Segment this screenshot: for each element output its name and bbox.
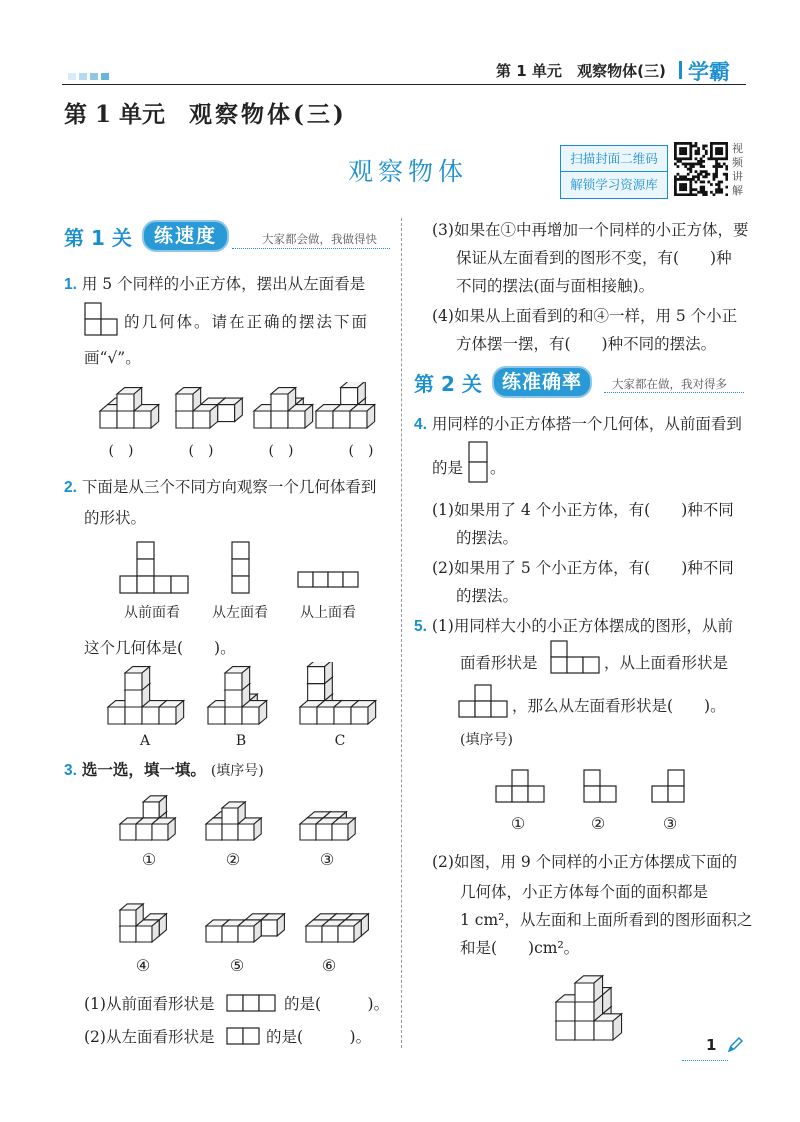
q2-view-label: 从前面看: [124, 605, 180, 621]
brand-logo: 学霸: [688, 60, 730, 84]
q1-answer-blank[interactable]: ( ): [188, 443, 214, 459]
q2-choice-label: A: [139, 733, 151, 749]
q4-sub1-line1: (1)如果用了 4 个小正方体，有( )种不同: [432, 501, 734, 519]
q5-sub2-line1: (2)如图，用 9 个同样的小正方体摆成下面的: [432, 853, 738, 871]
level2-badge: 练准确率: [492, 366, 592, 398]
page-number: 1: [706, 1036, 717, 1054]
q3-sub2-left-view-figure: [226, 1026, 262, 1050]
footer-rule: [682, 1060, 728, 1061]
q3-sub3-line3: 不同的摆法(面与面相接触)。: [456, 277, 655, 295]
q5-option-figures: [494, 766, 704, 810]
q5-option-label: ③: [662, 814, 678, 833]
section-title: 观察物体: [348, 157, 469, 186]
qr-promo-box: [560, 145, 668, 199]
q3-sub4-line1: (4)如果从上面看到的和④一样，用 5 个小正: [432, 307, 738, 325]
header-chapter-title: 观察物体(三): [577, 62, 666, 80]
q5-sub2-line2: 几何体，小正方体每个面的面积都是: [460, 883, 709, 901]
level2-slogan: 大家都在做，我对得多: [612, 377, 727, 391]
q4-front-view-figure: [468, 440, 488, 488]
q2-text-line1: 下面是从三个不同方向观察一个几何体看到: [81, 478, 377, 496]
level1-slogan: 大家都会做，我做得快: [262, 232, 377, 246]
q3-figure-label: ③: [319, 850, 335, 869]
q1-answer-blank[interactable]: ( ): [108, 443, 134, 459]
q3-intro: 选一选，填一填。: [81, 761, 206, 779]
q3-sub3-line1: (3)如果在①中再增加一个同样的小正方体，要: [432, 221, 749, 239]
header-rule: [62, 84, 746, 85]
q5-sub1-line3-suffix: ，那么从左面看形状是( )。: [512, 697, 726, 715]
q3-sub3-line2: 保证从左面看到的图形不变，有( )种: [456, 249, 732, 267]
column-divider: [401, 218, 402, 1048]
q2-choice-label: C: [334, 733, 346, 749]
q5-option-label: ①: [510, 814, 526, 833]
q5-sub2-line3: 1 cm²，从左面和上面所看到的图形面积之: [460, 911, 753, 929]
header-bar-divider: [679, 61, 682, 79]
header-unit: 第 1 单元: [496, 62, 562, 80]
q4-sub1-line2: 的摆法。: [456, 529, 519, 547]
q5-sub1-line2-suffix: ，从上面看形状是: [604, 654, 729, 672]
q2-choice-label: B: [235, 733, 247, 749]
q1-text-line1: 用 5 个同样的小正方体，摆出从左面看是: [81, 275, 366, 293]
q2-choice-figures: [100, 662, 390, 734]
level2-name: 第 2 关: [414, 372, 482, 396]
pencil-icon: [726, 1036, 744, 1058]
q5-sub1-line1: (1)用同样大小的小正方体摆成的图形，从前: [431, 617, 733, 635]
q2-question: 这个几何体是( )。: [84, 639, 236, 657]
page-title: 观察物体(三): [189, 101, 347, 128]
q4-text-line1: 用同样的小正方体搭一个几何体，从前面看到: [431, 415, 742, 433]
q1-answer-blank[interactable]: ( ): [348, 443, 374, 459]
level1-underline: [232, 248, 390, 249]
q3-figure-label: ⑤: [229, 956, 245, 975]
q5-sub2-line4: 和是( )cm²。: [460, 939, 580, 957]
q3-figure-label: ④: [135, 956, 151, 975]
q3-sub4-line2: 方体摆一摆，有( )种不同的摆法。: [456, 335, 717, 353]
q3-sub1-prefix: (1)从前面看形状是: [84, 995, 215, 1013]
q5-sub1-line2-prefix: 面看形状是: [460, 654, 538, 672]
q1-left-view-figure: [84, 302, 120, 340]
q3-sub2-prefix: (2)从左面看形状是: [84, 1028, 215, 1046]
q3-number: 3.: [64, 762, 77, 779]
q2-view-label: 从左面看: [212, 605, 268, 621]
q3-figure-label: ②: [225, 850, 241, 869]
q3-sub1-suffix: 的是( )。: [284, 995, 390, 1013]
q4-text-line2-end: 。: [490, 459, 506, 477]
header-decoration: [68, 66, 116, 85]
q4-text-line2: 的是: [432, 459, 464, 477]
level1-badge: 练速度: [142, 220, 229, 252]
qr-vertical-label: 视频讲解: [732, 142, 743, 197]
q5-sub1-line4: (填序号): [460, 732, 513, 748]
q5-sub2-figure: [552, 964, 632, 1048]
q1-text-line3: 画“√”。: [84, 349, 141, 367]
q4-number: 4.: [414, 416, 427, 433]
q1-option-figures: [96, 382, 396, 436]
q3-figure-label: ⑥: [321, 956, 337, 975]
q2-view-label: 从上面看: [300, 605, 356, 621]
qr-code[interactable]: [674, 142, 728, 196]
q3-figures: [110, 790, 370, 954]
q1-answer-blank[interactable]: ( ): [268, 443, 294, 459]
q5-top-view-figure: [458, 684, 510, 724]
q1-number: 1.: [64, 276, 77, 293]
q5-front-view-figure: [550, 640, 602, 680]
qr-promo-line2: 解锁学习资源库: [570, 177, 658, 192]
q4-sub2-line2: 的摆法。: [456, 587, 519, 605]
q5-number: 5.: [414, 618, 427, 635]
page-unit: 第 1 单元: [64, 101, 166, 128]
q2-number: 2.: [64, 479, 77, 496]
q5-option-label: ②: [590, 814, 606, 833]
q2-text-line2: 的形状。: [84, 509, 147, 527]
q2-view-figures: [110, 540, 370, 600]
q3-sub2-suffix: 的是( )。: [266, 1028, 372, 1046]
level2-underline: [604, 392, 744, 393]
qr-promo-line1: 扫描封面二维码: [561, 146, 667, 172]
q3-intro-note: (填序号): [210, 763, 264, 779]
q3-figure-label: ①: [141, 850, 157, 869]
q4-sub2-line1: (2)如果用了 5 个小正方体，有( )种不同: [432, 559, 734, 577]
q1-text-line2: 的几何体。请在正确的摆法下面: [124, 313, 370, 331]
q3-sub1-front-view-figure: [226, 993, 276, 1017]
level1-name: 第 1 关: [64, 226, 132, 250]
